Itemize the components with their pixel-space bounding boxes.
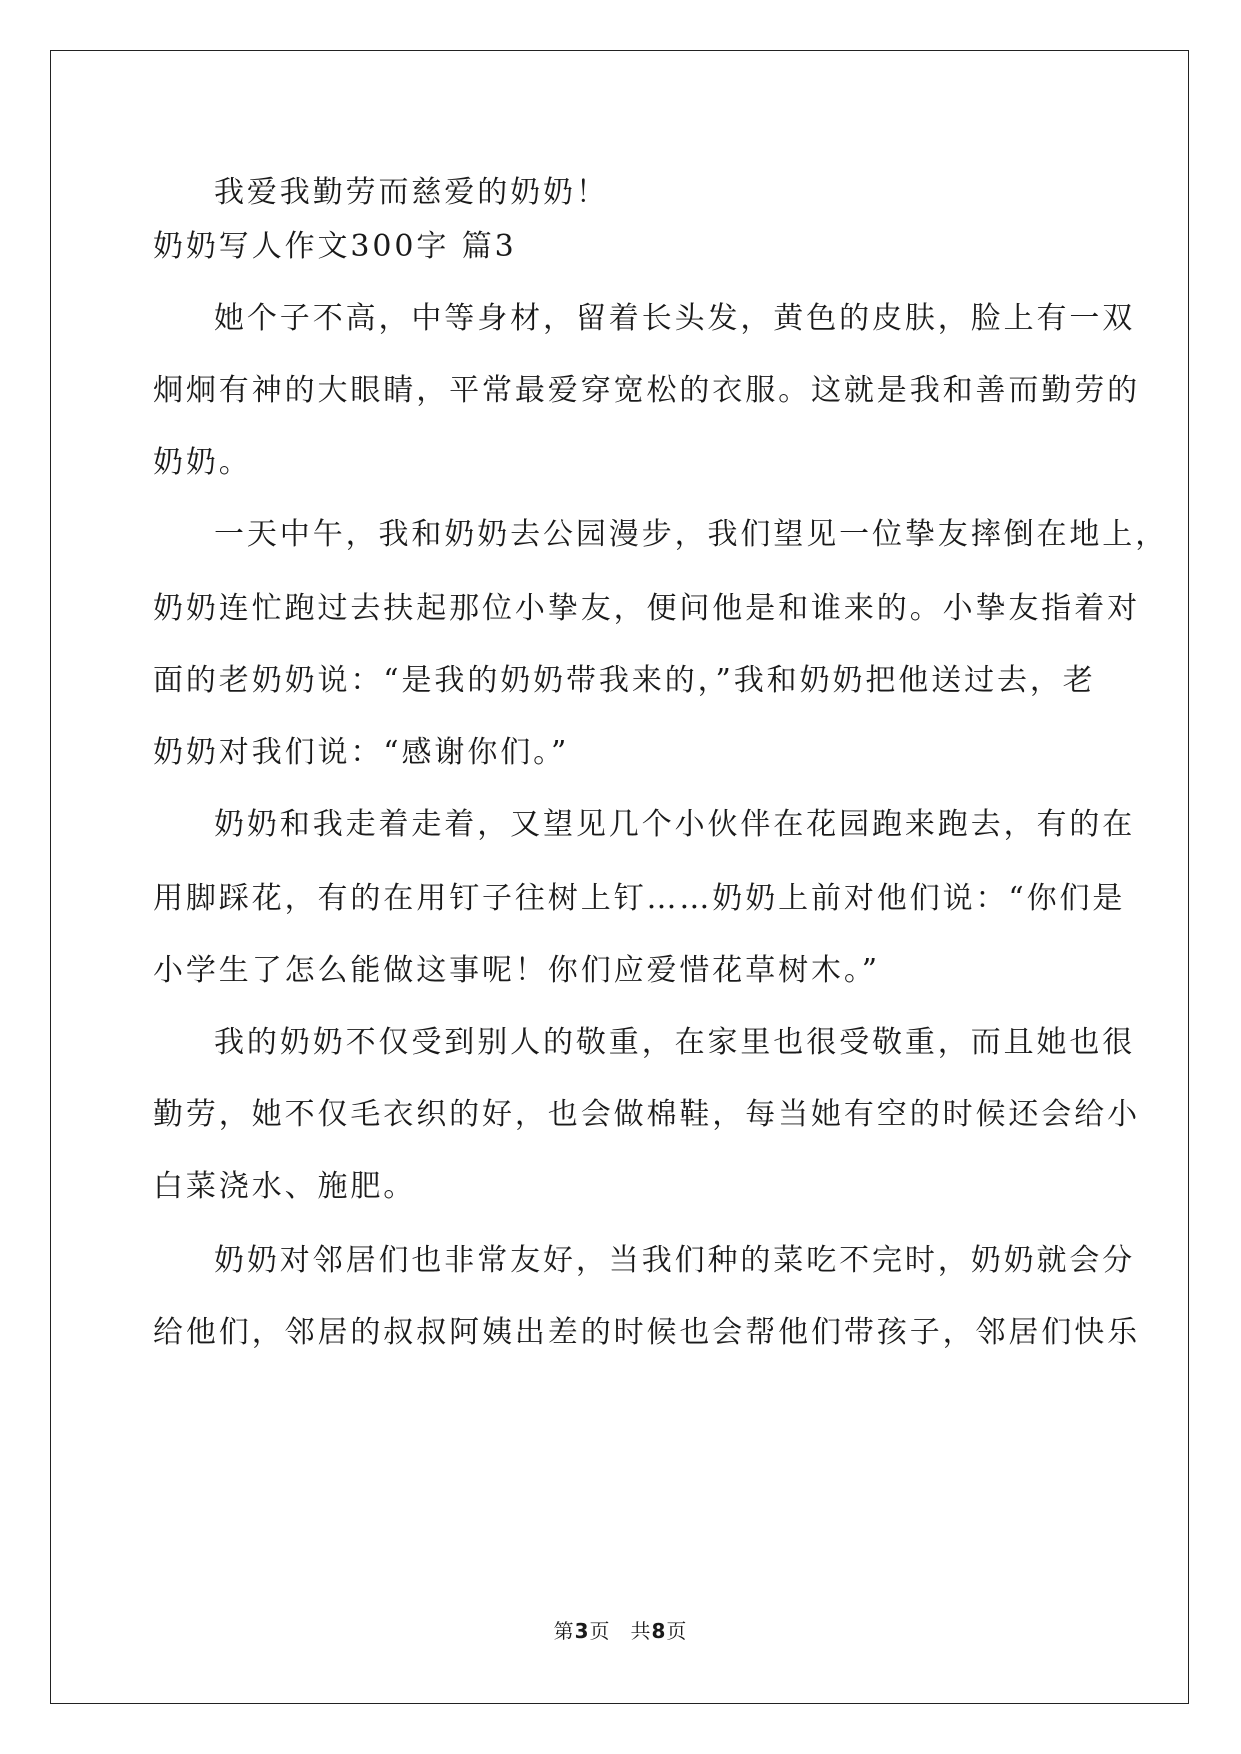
paragraph-line: 面的老奶奶说：“是我的奶奶带我来的，”我和奶奶把他送过去，老	[153, 663, 1096, 698]
paragraph-line: 一天中午，我和奶奶去公园漫步，我们望见一位挚友摔倒在地上，	[214, 517, 1169, 552]
total-suffix: 页	[666, 1619, 688, 1643]
paragraph-line: 白菜浇水、施肥。	[153, 1169, 417, 1204]
page-suffix: 页	[589, 1619, 611, 1643]
paragraph-line: 奶奶和我走着走着，又望见几个小伙伴在花园跑来跑去，有的在	[214, 807, 1136, 842]
paragraph-line: 奶奶。	[153, 445, 252, 480]
paragraph-line: 用脚踩花，有的在用钉子往树上钉……奶奶上前对他们说：“你们是	[153, 881, 1126, 916]
section-heading: 奶奶写人作文300字 篇3	[153, 229, 517, 264]
page-footer	[0, 1619, 1241, 1643]
paragraph-line: 奶奶连忙跑过去扶起那位小挚友，便问他是和谁来的。小挚友指着对	[153, 591, 1140, 626]
closing-line: 我爱我勤劳而慈爱的奶奶！	[214, 175, 609, 210]
page-current: 3	[574, 1619, 590, 1643]
paragraph-line: 给他们，邻居的叔叔阿姨出差的时候也会帮他们带孩子，邻居们快乐	[153, 1315, 1140, 1350]
paragraph-line: 小学生了怎么能做这事呢！你们应爱惜花草树木。”	[153, 953, 881, 988]
page-total: 8	[651, 1619, 667, 1643]
paragraph-line: 我的奶奶不仅受到别人的敬重，在家里也很受敬重，而且她也很	[214, 1025, 1136, 1060]
paragraph-line: 炯炯有神的大眼睛，平常最爱穿宽松的衣服。这就是我和善而勤劳的	[153, 373, 1140, 408]
paragraph-line: 奶奶对我们说：“感谢你们。”	[153, 735, 570, 770]
paragraph-line: 奶奶对邻居们也非常友好，当我们种的菜吃不完时，奶奶就会分	[214, 1243, 1136, 1278]
total-prefix: 共	[630, 1619, 652, 1643]
paragraph-line: 她个子不高，中等身材，留着长头发，黄色的皮肤，脸上有一双	[214, 301, 1136, 336]
paragraph-line: 勤劳，她不仅毛衣织的好，也会做棉鞋，每当她有空的时候还会给小	[153, 1097, 1140, 1132]
page-prefix: 第	[553, 1619, 575, 1643]
